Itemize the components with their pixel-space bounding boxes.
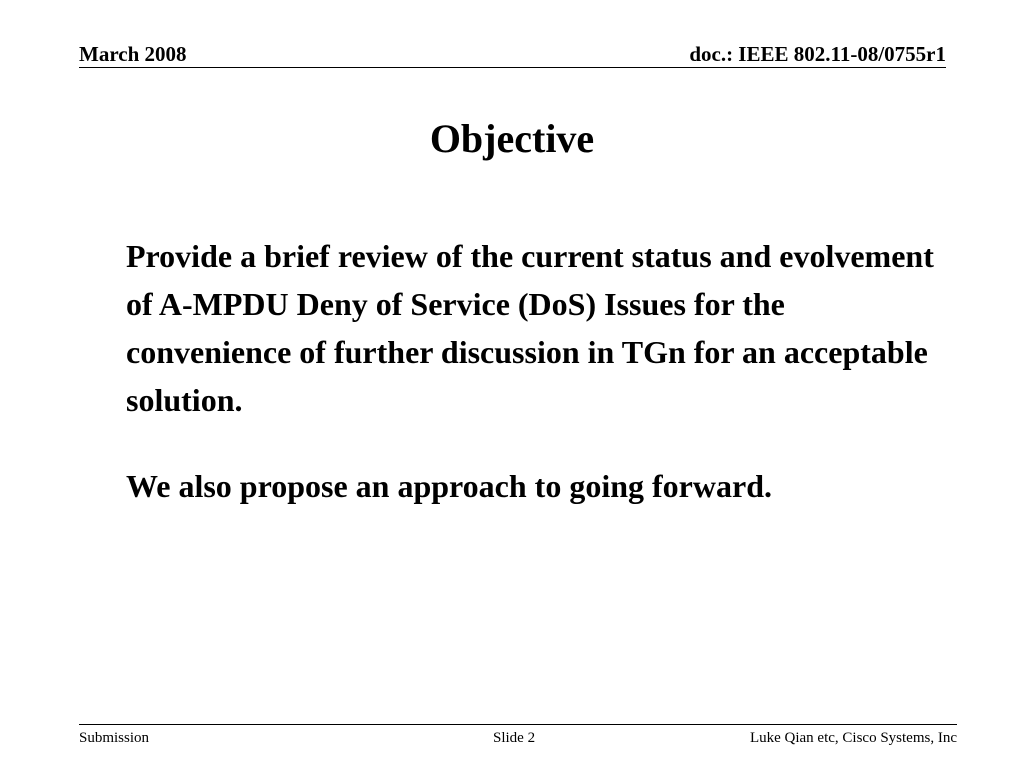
body-paragraph-objective: Provide a brief review of the current status and evolvement of A-MPDU Deny of Service (DoS) Issues for the convenience of further discussion in TGn for an acceptable solution. xyxy=(126,238,934,418)
footer-author: Luke Qian etc, Cisco Systems, Inc xyxy=(749,730,957,746)
body-paragraph-proposal: We also propose an approach to going forward. xyxy=(126,468,772,504)
header-doc-id: doc.: IEEE 802.11-08/0755r1 xyxy=(689,42,946,66)
header-date: March 2008 xyxy=(79,42,187,66)
footer-divider xyxy=(79,724,957,725)
slide-body xyxy=(126,232,946,510)
footer-slide-number: Slide 2 xyxy=(493,730,536,746)
slide-title: Objective xyxy=(429,116,595,161)
header-divider xyxy=(79,67,946,68)
footer-submission: Submission xyxy=(79,730,150,746)
